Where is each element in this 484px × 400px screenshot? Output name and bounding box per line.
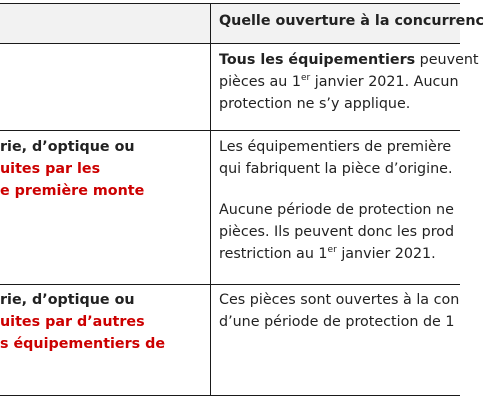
column-divider: [210, 3, 211, 396]
row2-p2-line2: pièces. Ils peuvent donc les prod: [219, 224, 455, 240]
row1-line2-pre: pièces au 1: [219, 74, 301, 90]
paragraph-spacer: [219, 180, 454, 199]
table-border-bottom: [0, 395, 460, 396]
row-divider-2: [0, 284, 460, 285]
row-divider-1: [0, 130, 460, 131]
header-divider: [0, 43, 460, 44]
row2-p1-line2: qui fabriquent la pièce d’origine.: [219, 161, 453, 177]
row2-p1-line1: Les équipementiers de première: [219, 139, 452, 155]
column-header-text: Quelle ouverture à la concurrenc: [219, 13, 484, 29]
row2-p2-line1: Aucune période de protection ne: [219, 202, 454, 218]
row2-right-cell: [219, 136, 454, 265]
row2-p2-line3: [219, 243, 454, 265]
row1-line2-post: janvier 2021. Aucun: [310, 74, 459, 90]
table-border-top: [0, 3, 460, 4]
row3-right-line2: d’une période de protection de 1: [219, 314, 455, 330]
column-header-right: [219, 10, 484, 32]
row1-right-cell: [219, 49, 479, 115]
row2-p2-line3-post: janvier 2021.: [336, 246, 436, 262]
row1-bold-text: Tous les équipementiers: [219, 52, 416, 68]
row3-right-line1: Ces pièces sont ouvertes à la con: [219, 292, 460, 308]
row2-ordinal: er: [327, 245, 337, 256]
row3-left-cell: [0, 289, 165, 355]
row3-left-line3: s équipementiers de: [0, 336, 166, 352]
row1-line1-rest: peuvent: [415, 52, 479, 68]
row1-line2: [219, 71, 479, 93]
row3-left-line1: rie, d’optique ou: [0, 292, 135, 308]
row1-line3: protection ne s’y applique.: [219, 96, 411, 112]
row2-left-cell: [0, 136, 144, 202]
row1-line1: [219, 49, 479, 71]
row3-left-line2: uites par d’autres: [0, 314, 145, 330]
row2-left-line3: e première monte: [0, 183, 145, 199]
row2-left-line1: rie, d’optique ou: [0, 139, 135, 155]
row3-right-cell: [219, 289, 459, 333]
row2-left-line2: uites par les: [0, 161, 101, 177]
row1-ordinal: er: [300, 73, 311, 84]
row2-p2-line3-pre: restriction au 1: [219, 246, 328, 262]
